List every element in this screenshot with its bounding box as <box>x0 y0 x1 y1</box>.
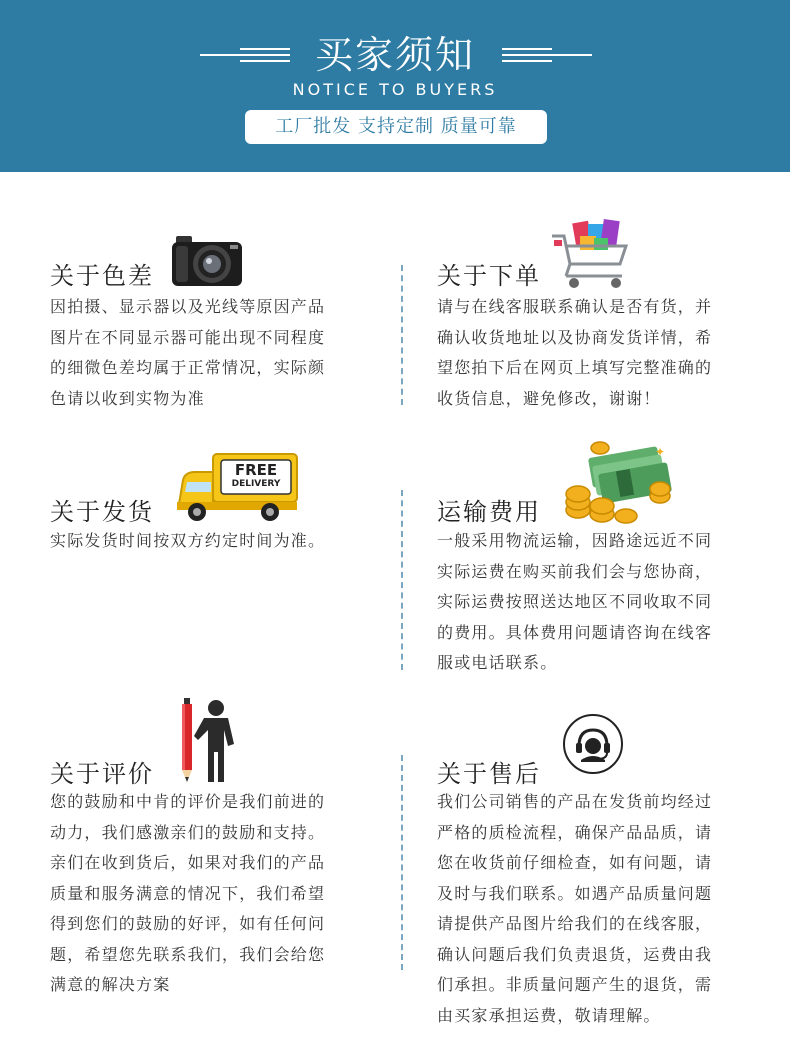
text-line: 一般采用物流运输，因路途远近不同 <box>437 531 713 550</box>
text-line: 满意的解决方案 <box>50 975 171 994</box>
tagline-badge: 工厂批发 支持定制 质量可靠 <box>245 110 547 144</box>
text-line: 由买家承担运费，敬请理解。 <box>437 1005 661 1025</box>
text-line: 得到您们的鼓励的好评，如有任何问 <box>50 914 326 933</box>
pencil-person-icon <box>178 696 242 790</box>
text-line: 您的鼓励和中肯的评价是我们前进的 <box>50 792 326 811</box>
section-title-ordering: 关于下单 <box>437 262 541 290</box>
section-title-freight: 运输费用 <box>437 498 541 526</box>
shopping-cart-icon <box>550 218 632 294</box>
truck-sign-delivery: DELIVERY <box>231 479 281 489</box>
section-body-after-sales <box>437 787 767 1031</box>
text-line: 我们公司销售的产品在发货前均经过 <box>437 792 713 811</box>
text-line: 严格的质检流程，确保产品品质，请 <box>437 822 713 842</box>
column-divider-3 <box>401 755 403 970</box>
truck-sign-free: FREE <box>234 461 278 479</box>
section-title-reviews: 关于评价 <box>50 760 154 788</box>
camera-icon <box>170 230 245 292</box>
section-body-color-diff <box>50 292 380 414</box>
section-title-color-diff: 关于色差 <box>50 262 154 290</box>
text-line: 实际发货时间按双方约定时间为准。 <box>50 531 326 550</box>
header-banner <box>0 0 790 172</box>
header-title-row <box>0 30 790 80</box>
text-line: 们承担。非质量问题产生的退货，需 <box>437 975 713 994</box>
section-body-shipping <box>50 526 380 557</box>
svg-text:✦: ✦ <box>655 445 666 459</box>
section-body-reviews <box>50 787 380 1001</box>
text-line: 请提供产品图片给我们的在线客服， <box>437 914 713 933</box>
text-line: 的费用。具体费用问题请咨询在线客 <box>437 622 713 642</box>
delivery-truck-icon <box>175 452 300 524</box>
text-line: 亲们在收到货后，如果对我们的产品 <box>50 853 326 872</box>
text-line: 图片在不同显示器可能出现不同程度 <box>50 327 326 347</box>
text-line: 题，希望您先联系我们，我们会给您 <box>50 944 326 964</box>
text-line: 的细微色差均属于正常情况，实际颜 <box>50 358 326 377</box>
text-line: 质量和服务满意的情况下，我们希望 <box>50 883 326 903</box>
text-line: 动力，我们感激亲们的鼓励和支持。 <box>50 822 326 842</box>
section-title-after-sales: 关于售后 <box>437 760 541 788</box>
section-body-freight <box>437 526 767 679</box>
text-line: 确认收货地址以及协商发货详情，希 <box>437 327 713 347</box>
text-line: 实际运费在购买前我们会与您协商， <box>437 561 713 581</box>
page-subtitle: NOTICE TO BUYERS <box>292 80 498 99</box>
section-body-ordering <box>437 292 767 414</box>
text-line: 因拍摄、显示器以及光线等原因产品 <box>50 297 326 316</box>
decorative-lines-right <box>502 44 592 66</box>
text-line: 您在收货前仔细检查，如有问题，请 <box>437 853 713 872</box>
decorative-lines-left <box>200 44 290 66</box>
text-line: 望您拍下后在网页上填写完整准确的 <box>437 358 713 377</box>
headset-icon <box>561 712 625 780</box>
text-line: 及时与我们联系。如遇产品质量问题 <box>437 883 713 903</box>
text-line: 服或电话联系。 <box>437 653 558 672</box>
page-title: 买家须知 <box>314 33 475 77</box>
text-line: 收货信息，避免修改，谢谢！ <box>437 388 661 408</box>
text-line: 请与在线客服联系确认是否有货，并 <box>437 297 713 316</box>
column-divider-1 <box>401 265 403 405</box>
section-title-shipping: 关于发货 <box>50 498 154 526</box>
money-coins-icon <box>560 440 678 528</box>
text-line: 实际运费按照送达地区不同收取不同 <box>437 592 713 611</box>
text-line: 确认问题后我们负责退货，运费由我 <box>437 944 713 964</box>
text-line: 色请以收到实物为准 <box>50 388 205 408</box>
column-divider-2 <box>401 490 403 670</box>
